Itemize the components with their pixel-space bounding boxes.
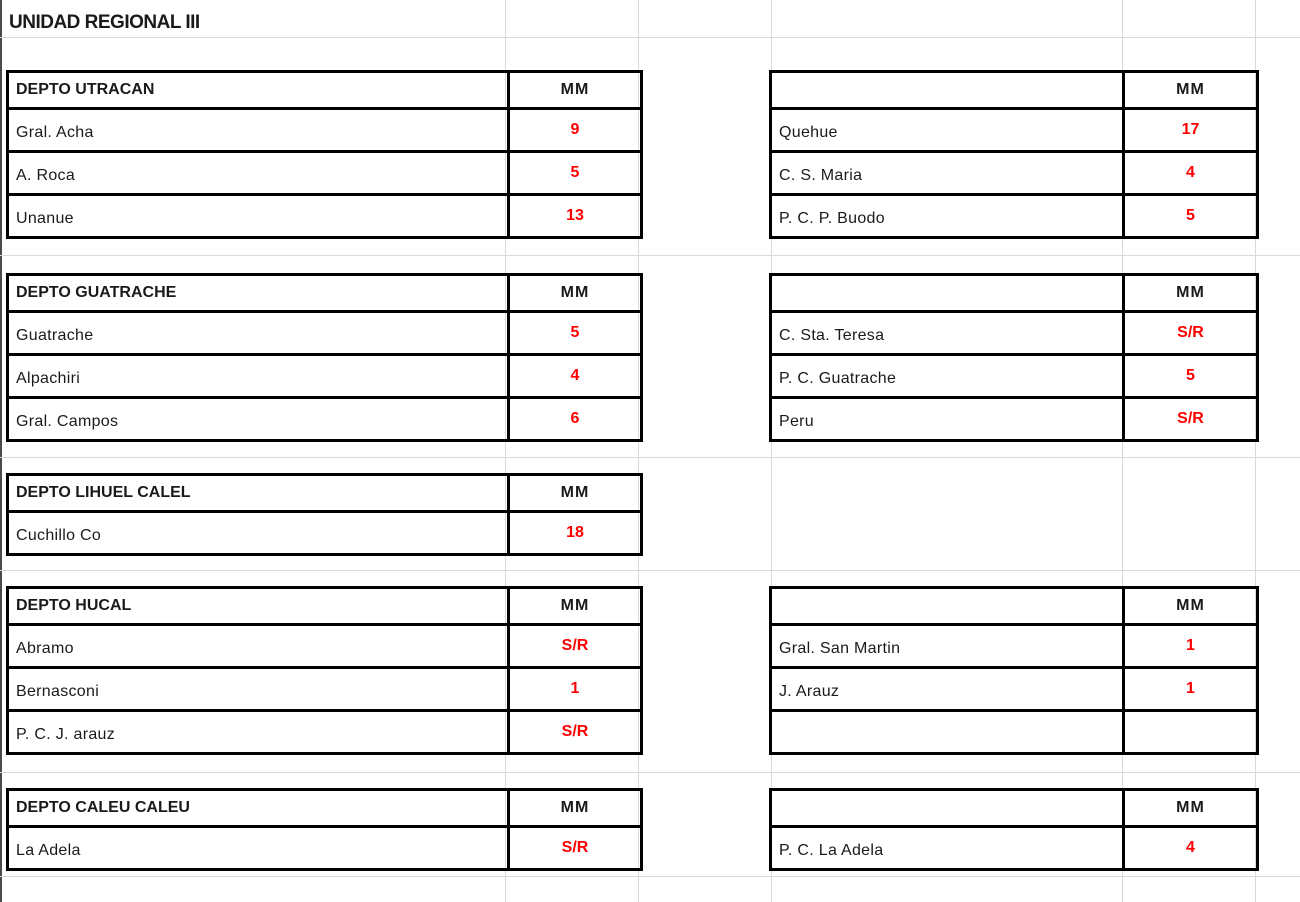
locality-name[interactable]: P. C. J. arauz [8, 711, 509, 754]
locality-name[interactable]: Peru [771, 398, 1124, 441]
department-header [771, 588, 1124, 625]
locality-name[interactable]: Unanue [8, 195, 509, 238]
locality-name[interactable]: C. Sta. Teresa [771, 312, 1124, 355]
locality-name[interactable]: Gral. San Martin [771, 625, 1124, 668]
locality-name[interactable]: Quehue [771, 109, 1124, 152]
rainfall-value[interactable]: 5 [1124, 195, 1258, 238]
department-header: DEPTO HUCAL [8, 588, 509, 625]
rainfall-value[interactable]: 1 [1124, 668, 1258, 711]
rainfall-value[interactable]: 18 [509, 512, 642, 555]
rainfall-value[interactable]: 1 [1124, 625, 1258, 668]
unit-header: MM [1124, 790, 1258, 827]
department-table-hucal-continued [769, 586, 1259, 755]
rainfall-value[interactable]: 13 [509, 195, 642, 238]
grid-row-line [0, 772, 1300, 773]
rainfall-value[interactable]: 5 [509, 312, 642, 355]
rainfall-value[interactable]: 6 [509, 398, 642, 441]
unit-header: MM [509, 72, 642, 109]
department-table-utracan [6, 70, 643, 239]
locality-name[interactable]: Alpachiri [8, 355, 509, 398]
locality-name[interactable]: A. Roca [8, 152, 509, 195]
department-table-caleu-caleu [6, 788, 643, 871]
rainfall-value[interactable]: 1 [509, 668, 642, 711]
department-header: DEPTO UTRACAN [8, 72, 509, 109]
rainfall-value[interactable]: 4 [1124, 152, 1258, 195]
rainfall-value[interactable]: 5 [509, 152, 642, 195]
unit-header: MM [509, 588, 642, 625]
rainfall-value[interactable]: 5 [1124, 355, 1258, 398]
locality-name[interactable]: P. C. La Adela [771, 827, 1124, 870]
unit-header: MM [509, 790, 642, 827]
locality-name[interactable]: Gral. Campos [8, 398, 509, 441]
grid-row-line [0, 37, 1300, 38]
rainfall-value[interactable]: 4 [509, 355, 642, 398]
department-table-lihuel-calel [6, 473, 643, 556]
sheet-left-edge [0, 0, 2, 902]
unit-header: MM [1124, 275, 1258, 312]
department-header: DEPTO CALEU CALEU [8, 790, 509, 827]
department-table-guatrache [6, 273, 643, 442]
department-header: DEPTO GUATRACHE [8, 275, 509, 312]
department-header [771, 275, 1124, 312]
sheet-title: UNIDAD REGIONAL III [9, 12, 200, 33]
rainfall-value[interactable]: S/R [509, 711, 642, 754]
empty-value-cell[interactable] [1124, 711, 1258, 754]
department-header [771, 72, 1124, 109]
grid-row-line [0, 255, 1300, 256]
grid-row-line [0, 876, 1300, 877]
empty-locality-cell[interactable] [771, 711, 1124, 754]
department-table-utracan-continued [769, 70, 1259, 239]
department-header [771, 790, 1124, 827]
rainfall-value[interactable]: 17 [1124, 109, 1258, 152]
locality-name[interactable]: Guatrache [8, 312, 509, 355]
locality-name[interactable]: Bernasconi [8, 668, 509, 711]
grid-row-line [0, 457, 1300, 458]
locality-name[interactable]: C. S. Maria [771, 152, 1124, 195]
rainfall-value[interactable]: S/R [509, 625, 642, 668]
rainfall-value[interactable]: 9 [509, 109, 642, 152]
locality-name[interactable]: Gral. Acha [8, 109, 509, 152]
rainfall-value[interactable]: S/R [509, 827, 642, 870]
department-table-guatrache-continued [769, 273, 1259, 442]
locality-name[interactable]: J. Arauz [771, 668, 1124, 711]
unit-header: MM [509, 475, 642, 512]
unit-header: MM [1124, 588, 1258, 625]
locality-name[interactable]: P. C. Guatrache [771, 355, 1124, 398]
rainfall-value[interactable]: S/R [1124, 398, 1258, 441]
department-table-hucal [6, 586, 643, 755]
unit-header: MM [1124, 72, 1258, 109]
locality-name[interactable]: P. C. P. Buodo [771, 195, 1124, 238]
rainfall-value[interactable]: S/R [1124, 312, 1258, 355]
department-table-caleu-caleu-continued [769, 788, 1259, 871]
department-header: DEPTO LIHUEL CALEL [8, 475, 509, 512]
rainfall-value[interactable]: 4 [1124, 827, 1258, 870]
locality-name[interactable]: Cuchillo Co [8, 512, 509, 555]
unit-header: MM [509, 275, 642, 312]
locality-name[interactable]: Abramo [8, 625, 509, 668]
locality-name[interactable]: La Adela [8, 827, 509, 870]
grid-row-line [0, 570, 1300, 571]
